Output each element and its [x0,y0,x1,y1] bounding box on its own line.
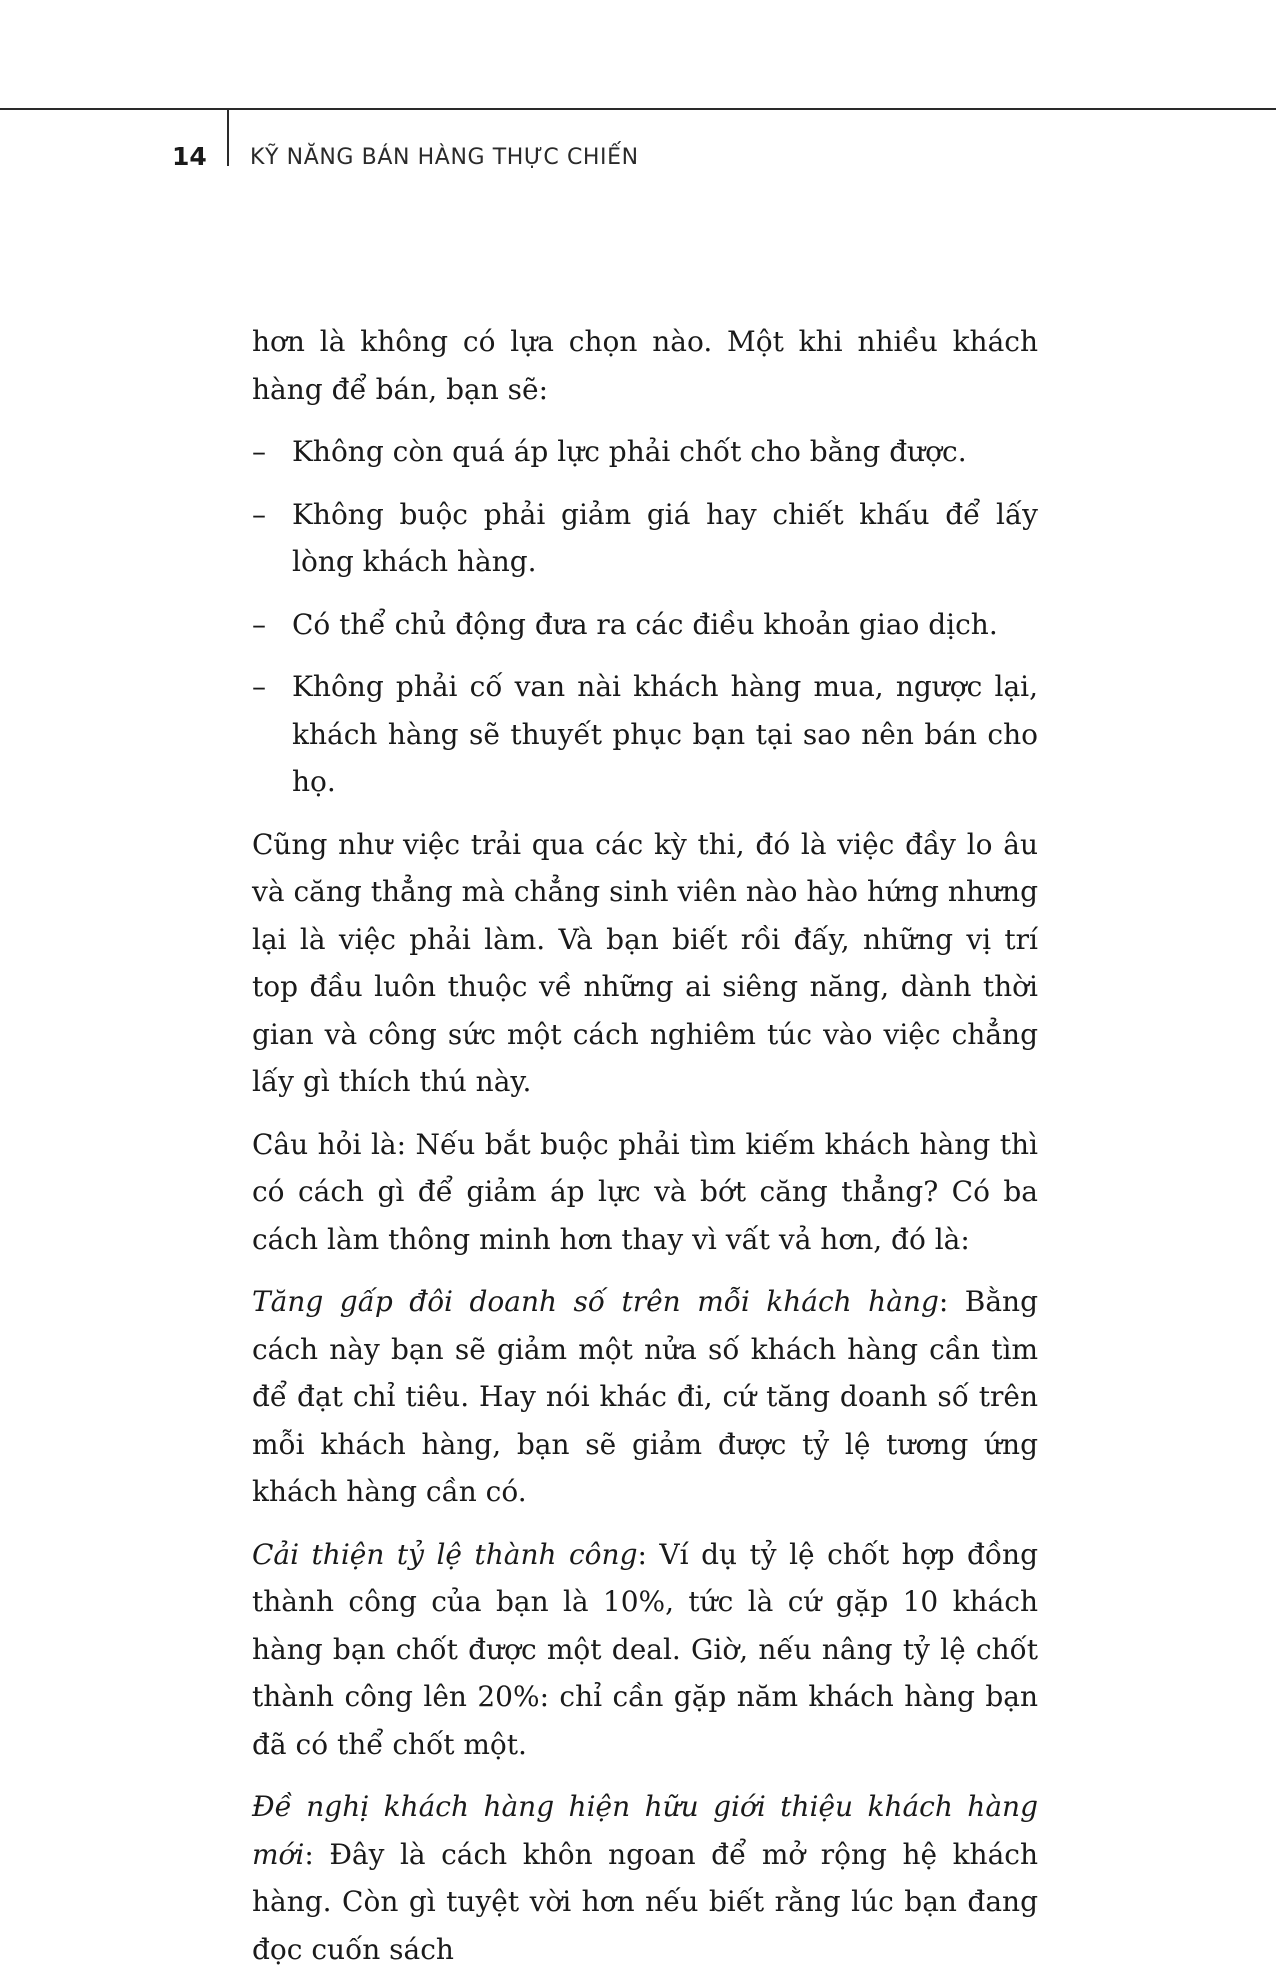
list-item: – Không còn quá áp lực phải chốt cho bằng được. [252,428,1038,476]
way-2-title: Cải thiện tỷ lệ thành công [252,1537,638,1571]
question-paragraph: Câu hỏi là: Nếu bắt buộc phải tìm kiếm khách hàng thì có cách gì để giảm áp lực và bớt căng thẳng? Có ba cách làm thông minh hơn thay vì vất vả hơn, đó là: [252,1127,1038,1256]
list-item: – Có thể chủ động đưa ra các điều khoản giao dịch. [252,601,1038,649]
way-1-paragraph [252,1278,1038,1516]
header-divider [227,110,229,166]
body-text [252,318,1038,1988]
benefit-list [252,428,1038,806]
dash-bullet: – [252,607,266,641]
list-item: – Không phải cố van nài khách hàng mua, ngược lại, khách hàng sẽ thuyết phục bạn tại sao nên bán cho họ. [252,663,1038,806]
dash-bullet: – [252,670,266,703]
way-1-text: : Bằng cách này bạn sẽ giảm một nửa số khách hàng cần tìm để đạt chỉ tiêu. Hay nói khác đi, cứ tăng doanh số trên mỗi khách hàng, bạn sẽ giảm được tỷ lệ tương ứng khách hàng cần có. [252,1285,1039,1508]
page-number: 14 [172,142,207,171]
list-item: – Không buộc phải giảm giá hay chiết khấu để lấy lòng khách hàng. [252,491,1038,586]
way-3-text: : Đây là cách khôn ngoan để mở rộng hệ khách hàng. Còn gì tuyệt vời hơn nếu biết rằng lúc bạn đang đọc cuốn sách [252,1837,1038,1966]
way-1-title: Tăng gấp đôi doanh số trên mỗi khách hàng [252,1285,939,1318]
header-rule [0,108,1276,110]
dash-bullet: – [252,435,266,468]
running-title: KỸ NĂNG BÁN HÀNG THỰC CHIẾN [250,145,639,170]
dash-bullet: – [252,497,266,531]
way-2-paragraph [252,1531,1038,1769]
way-3-title: Đề nghị khách hàng hiện hữu giới thiệu khách hàng mới [252,1790,1038,1871]
intro-paragraph: hơn là không có lựa chọn nào. Một khi nhiều khách hàng để bán, bạn sẽ: [252,325,1038,406]
exam-paragraph: Cũng như việc trải qua các kỳ thi, đó là việc đầy lo âu và căng thẳng mà chẳng sinh viên nào hào hứng nhưng lại là việc phải làm. Và bạn biết rồi đấy, những vị trí top đầu luôn thuộc về những ai siêng năng, dành thời gian và công sức một cách nghiêm túc vào việc chẳng lấy gì thích thú này. [252,827,1038,1098]
way-3-paragraph [252,1783,1038,1973]
way-2-text: : Ví dụ tỷ lệ chốt hợp đồng thành công của bạn là 10%, tức là cứ gặp 10 khách hàng bạn chốt được một deal. Giờ, nếu nâng tỷ lệ chốt thành công lên 20%: chỉ cần gặp năm khách hàng bạn đã có thể chốt một. [252,1537,1038,1761]
